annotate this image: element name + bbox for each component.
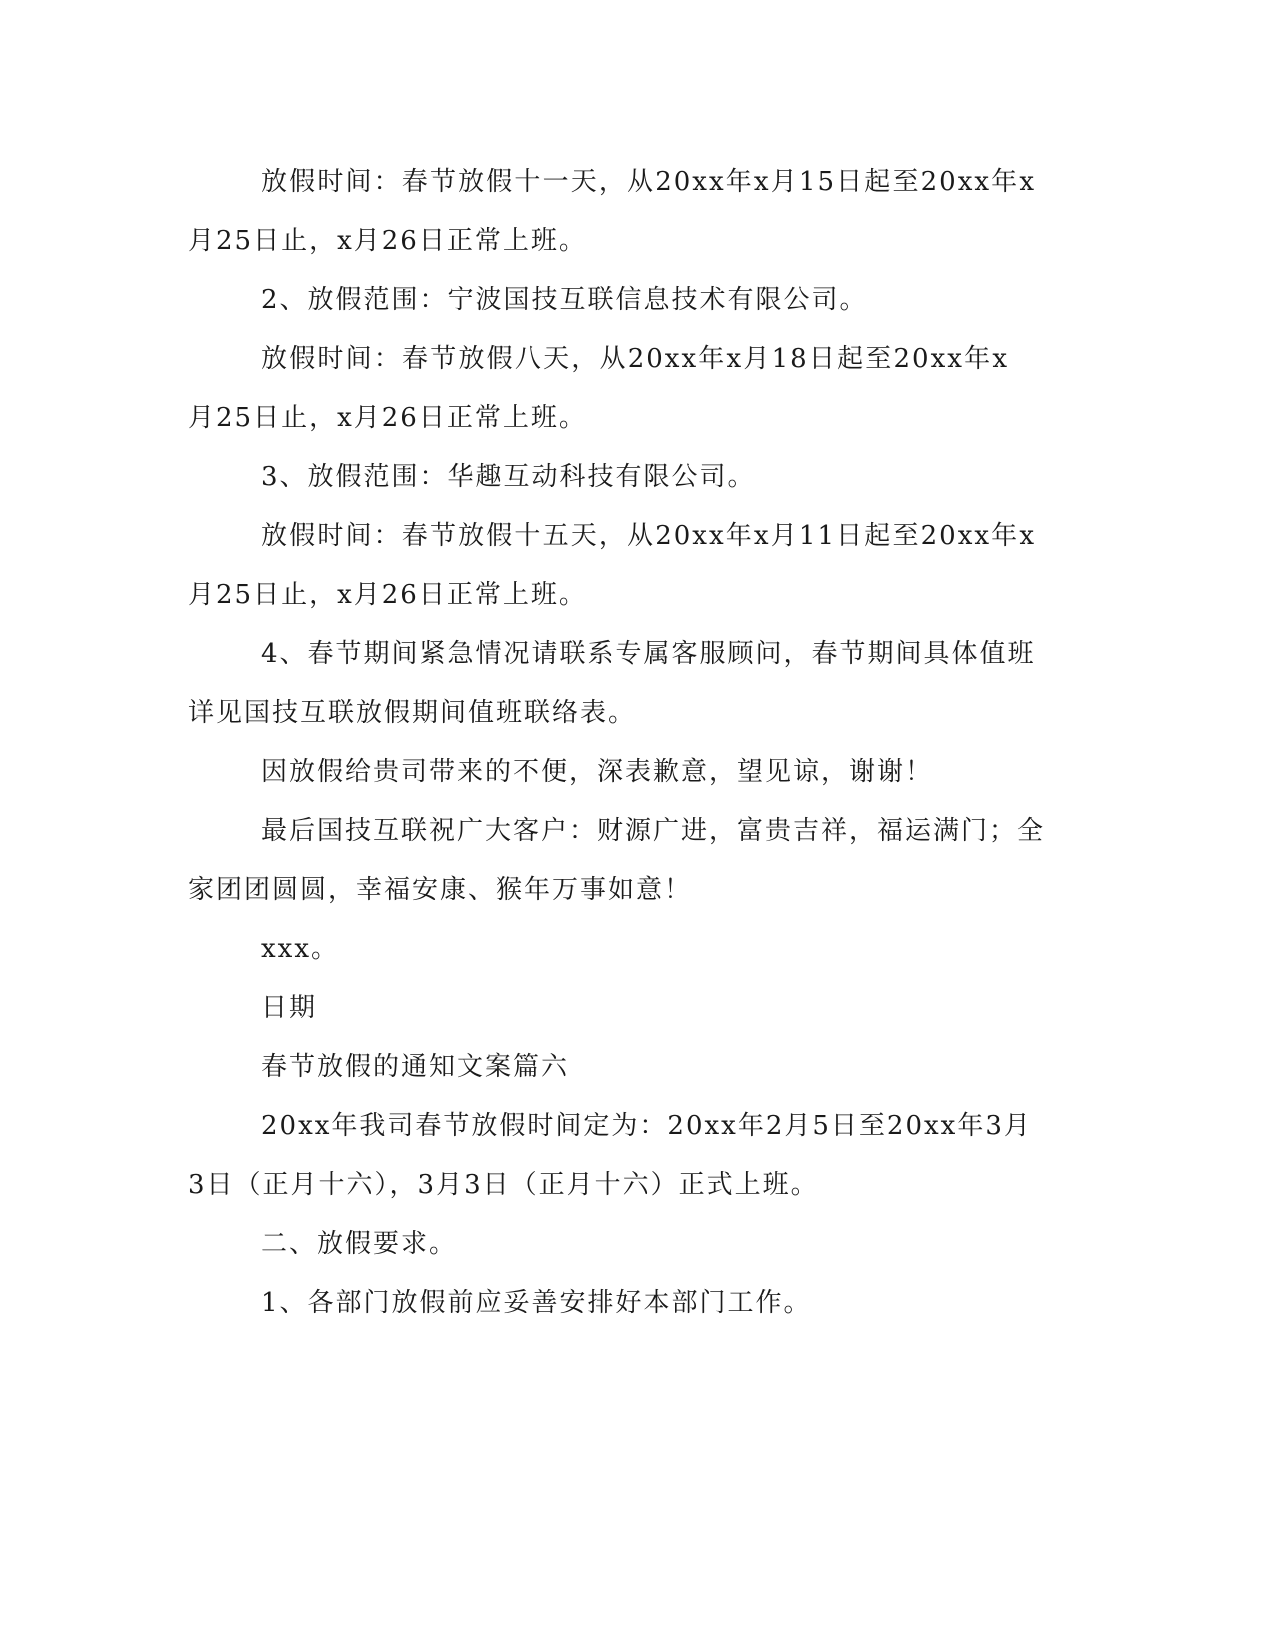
paragraph-line: 放假时间：春节放假八天，从20xx年x月18日起至20xx年x <box>261 344 1009 374</box>
paragraph-line: 3、放假范围：华趣互动科技有限公司。 <box>261 462 756 492</box>
signature: xxx。 <box>261 934 339 964</box>
date-label: 日期 <box>261 993 318 1023</box>
paragraph-line: 放假时间：春节放假十五天，从20xx年x月11日起至20xx年x <box>261 521 1036 551</box>
paragraph-line: 3日（正月十六），3月3日（正月十六）正式上班。 <box>188 1170 819 1200</box>
paragraph-line: 2、放假范围：宁波国技互联信息技术有限公司。 <box>261 285 868 315</box>
section-heading: 二、放假要求。 <box>261 1229 458 1259</box>
paragraph-line: 1、各部门放假前应妥善安排好本部门工作。 <box>261 1288 812 1318</box>
section-title: 春节放假的通知文案篇六 <box>261 1052 570 1082</box>
paragraph-line: 详见国技互联放假期间值班联络表。 <box>188 698 637 728</box>
paragraph-line: 最后国技互联祝广大客户：财源广进，富贵吉祥，福运满门；全 <box>261 816 1046 846</box>
paragraph-line: 月25日止，x月26日正常上班。 <box>188 403 587 433</box>
paragraph-line: 月25日止，x月26日正常上班。 <box>188 226 587 256</box>
paragraph-line: 4、春节期间紧急情况请联系专属客服顾问，春节期间具体值班 <box>261 639 1036 669</box>
paragraph-line: 家团团圆圆，幸福安康、猴年万事如意！ <box>188 875 693 905</box>
paragraph-line: 放假时间：春节放假十一天，从20xx年x月15日起至20xx年x <box>261 167 1036 197</box>
paragraph-line: 因放假给贵司带来的不便，深表歉意，望见谅，谢谢！ <box>261 757 934 787</box>
paragraph-line: 月25日止，x月26日正常上班。 <box>188 580 587 610</box>
paragraph-line: 20xx年我司春节放假时间定为：20xx年2月5日至20xx年3月 <box>261 1111 1032 1141</box>
